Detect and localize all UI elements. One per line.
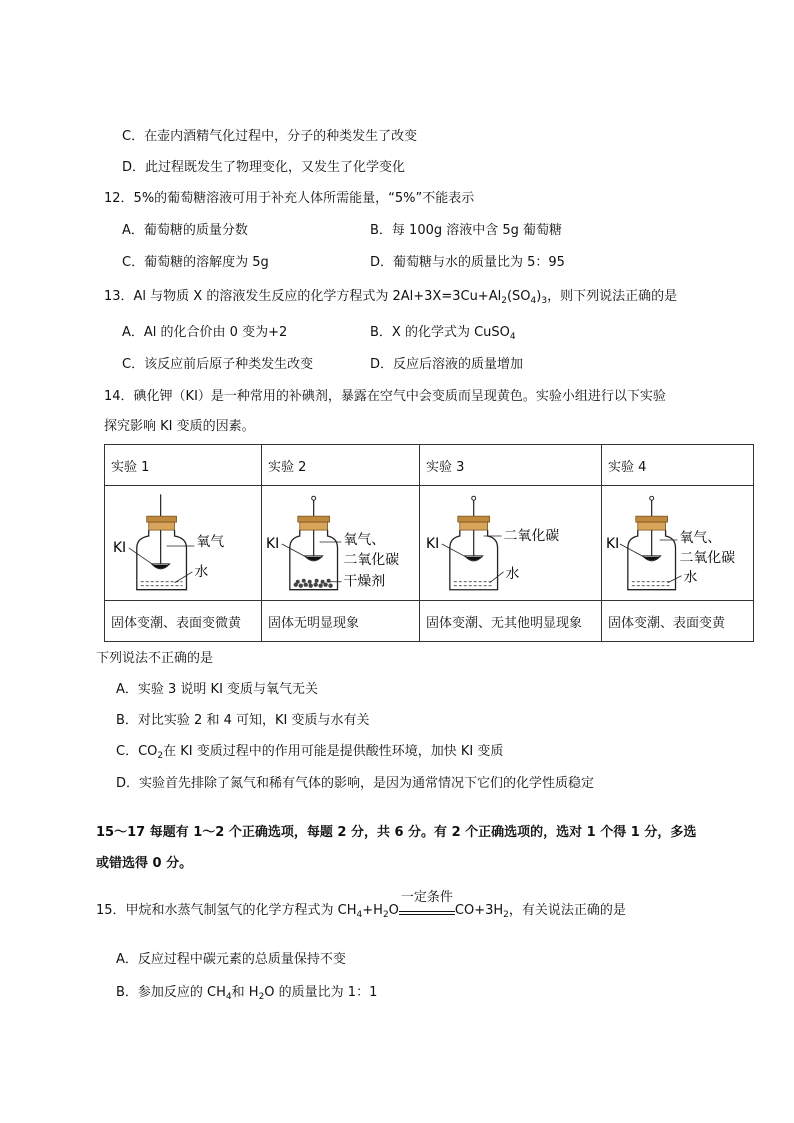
experiment-header-2: 实验 2	[262, 445, 420, 486]
ki-label-4: KI	[605, 535, 620, 552]
q13-option-a: A．Al 的化合价由 0 变为+2	[122, 325, 288, 340]
q13-option-c: C．该反应前后原子种类发生改变	[122, 357, 314, 372]
q12-option-a: A．葡萄糖的质量分数	[122, 223, 248, 238]
experiment-table	[104, 444, 754, 642]
exp4-gas-label-2: 二氧化碳	[679, 549, 736, 566]
jar-diagram-3	[420, 486, 601, 600]
exp3-gas-label: 二氧化碳	[503, 528, 560, 545]
experiment-4-diagram	[602, 486, 754, 601]
jar-diagram-2	[262, 486, 419, 600]
exp3-liquid-label: 水	[505, 565, 520, 582]
exp2-solid-label: 干燥剂	[343, 573, 386, 590]
jar-diagram-4	[602, 486, 753, 600]
ki-label-1: KI	[112, 539, 127, 556]
exp2-gas-label-2: 二氧化碳	[343, 551, 400, 568]
q14-stem-line-2: 探究影响 KI 变质的因素。	[104, 419, 255, 434]
experiment-3-diagram	[420, 486, 602, 601]
exp2-gas-label-1: 氧气、	[343, 531, 386, 548]
q14-stem-line-1: 14．碘化钾（KI）是一种常用的补碘剂，暴露在空气中会变质而呈现黄色。实验小组进行以下实验	[104, 389, 666, 404]
q14-option-b: B．对比实验 2 和 4 可知，KI 变质与水有关	[116, 713, 370, 728]
q15-stem: 15．甲烷和水蒸气制氢气的化学方程式为 $CH_4+H_2O$ 一定条件 $CO+3H_2$，有关说法正确的是	[96, 890, 626, 920]
exp4-liquid-label: 水	[683, 569, 698, 586]
exp4-gas-label-1: 氧气、	[679, 530, 722, 547]
q12-option-c: C．葡萄糖的溶解度为 5g	[122, 255, 269, 270]
experiment-result-4: 固体变潮、表面变黄	[602, 601, 754, 642]
experiment-1-diagram	[105, 486, 262, 601]
reaction-condition-arrow	[399, 890, 455, 920]
q12-option-d: D．葡萄糖与水的质量比为 5：95	[370, 255, 565, 270]
experiment-header-3: 实验 3	[420, 445, 602, 486]
exp1-liquid-label: 水	[194, 563, 209, 580]
q13-stem: 13．Al 与物质 X 的溶液发生反应的化学方程式为 $2Al+3X=3Cu+Al_2(SO_4)_3$，则下列说法正确的是	[104, 289, 678, 306]
experiment-result-3: 固体变潮、无其他明显现象	[420, 601, 602, 642]
q12-option-b: B．每 100g 溶液中含 5g 葡萄糖	[370, 223, 563, 238]
jar-diagram-1	[105, 486, 261, 600]
section-instructions-line-2: 或错选得 0 分。	[96, 856, 193, 871]
q11-option-c: C．在壶内酒精气化过程中，分子的种类发生了改变	[122, 129, 418, 144]
ki-label-3: KI	[425, 535, 440, 552]
q14-option-a: A．实验 3 说明 KI 变质与氧气无关	[116, 682, 319, 697]
q14-option-c: C．$CO_2$在 KI 变质过程中的作用可能是提供酸性环境，加快 KI 变质	[116, 744, 504, 761]
section-instructions-line-1: 15～17 每题有 1～2 个正确选项，每题 2 分，共 6 分。有 2 个正确选项的，选对 1 个得 1 分，多选	[96, 825, 697, 840]
q15-option-b: B．参加反应的 $CH_4$和 $H_2O$ 的质量比为 1：1	[116, 985, 378, 1002]
q13-option-b: B．X 的化学式为 CuSO$_4$	[370, 325, 516, 342]
q12-stem: 12．5%的葡萄糖溶液可用于补充人体所需能量，“5%”不能表示	[104, 191, 475, 206]
exp1-gas-label: 氧气	[196, 533, 225, 550]
q11-option-d: D．此过程既发生了物理变化，又发生了化学变化	[122, 160, 406, 175]
equals-line-top	[399, 911, 455, 912]
q14-option-d: D．实验首先排除了氮气和稀有气体的影响，是因为通常情况下它们的化学性质稳定	[116, 776, 595, 791]
q15-option-a: A．反应过程中碳元素的总质量保持不变	[116, 952, 346, 967]
equals-line-bottom	[399, 914, 455, 915]
experiment-header-1: 实验 1	[105, 445, 262, 486]
experiment-result-2: 固体无明显现象	[262, 601, 420, 642]
reaction-condition: 一定条件	[400, 890, 453, 905]
experiment-result-1: 固体变潮、表面变微黄	[105, 601, 262, 642]
ki-label-2: KI	[265, 535, 280, 552]
q14-prompt: 下列说法不正确的是	[96, 651, 214, 666]
q13-option-d: D．反应后溶液的质量增加	[370, 357, 524, 372]
experiment-header-4: 实验 4	[602, 445, 754, 486]
experiment-2-diagram	[262, 486, 420, 601]
